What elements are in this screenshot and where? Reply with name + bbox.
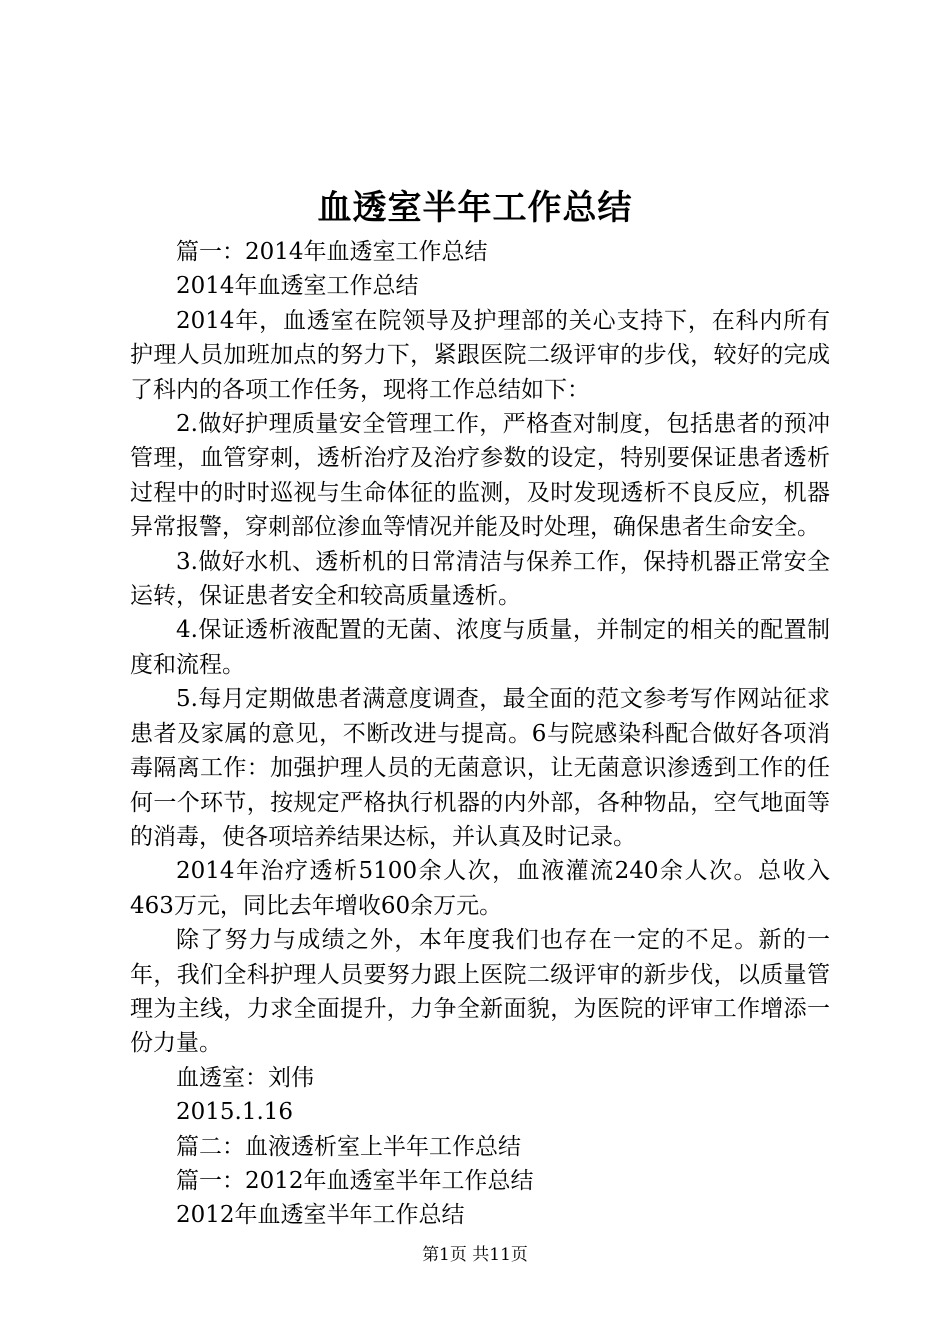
paragraph: 4.保证透析液配置的无菌、浓度与质量，并制定的相关的配置制度和流程。 (130, 617, 830, 678)
paragraph: 2014年，血透室在院领导及护理部的关心支持下，在科内所有护理人员加班加点的努力下，紧跟医院二级评审的步伐，较好的完成了科内的各项工作任务，现将工作总结如下： (130, 307, 830, 403)
signature-department: 血透室：刘伟 (176, 1064, 314, 1091)
paragraph: 除了努力与成绩之外，本年度我们也存在一定的不足。新的一年，我们全科护理人员要努力跟上医院二级评审的新步伐，以质量管理为主线，力求全面提升，力争全新面貌，为医院的评审工作增添一份力量。 (130, 927, 830, 1057)
document-body (130, 235, 830, 1233)
paragraph: 2014年血透室工作总结 (176, 273, 419, 300)
paragraph: 篇二：血液透析室上半年工作总结 (176, 1133, 521, 1160)
signature-date: 2015.1.16 (176, 1099, 294, 1126)
paragraph: 2.做好护理质量安全管理工作，严格查对制度，包括患者的预冲管理，血管穿刺，透析治疗及治疗参数的设定，特别要保证患者透析过程中的时时巡视与生命体征的监测，及时发现透析不良反应，机器异常报警，穿刺部位渗血等情况并能及时处理，确保患者生命安全。 (130, 411, 830, 541)
paragraph: 3.做好水机、透析机的日常清洁与保养工作，保持机器正常安全运转，保证患者安全和较高质量透析。 (130, 548, 830, 610)
paragraph: 2012年血透室半年工作总结 (176, 1202, 465, 1229)
paragraph: 5.每月定期做患者满意度调查，最全面的范文参考写作网站征求患者及家属的意见，不断改进与提高。6与院感染科配合做好各项消毒隔离工作：加强护理人员的无菌意识，让无菌意识渗透到工作的任何一个环节，按规定严格执行机器的内外部，各种物品，空气地面等的消毒，使各项培养结果达标，并认真及时记录。 (130, 686, 830, 850)
page-number: 第1页 共11页 (422, 1245, 528, 1265)
paragraph: 篇一：2014年血透室工作总结 (176, 239, 488, 265)
document-title: 血透室半年工作总结 (317, 188, 633, 228)
paragraph: 篇一：2012年血透室半年工作总结 (176, 1167, 534, 1194)
paragraph: 2014年治疗透析5100余人次，血液灌流240余人次。总收入463万元，同比去年增收60余万元。 (130, 858, 830, 919)
